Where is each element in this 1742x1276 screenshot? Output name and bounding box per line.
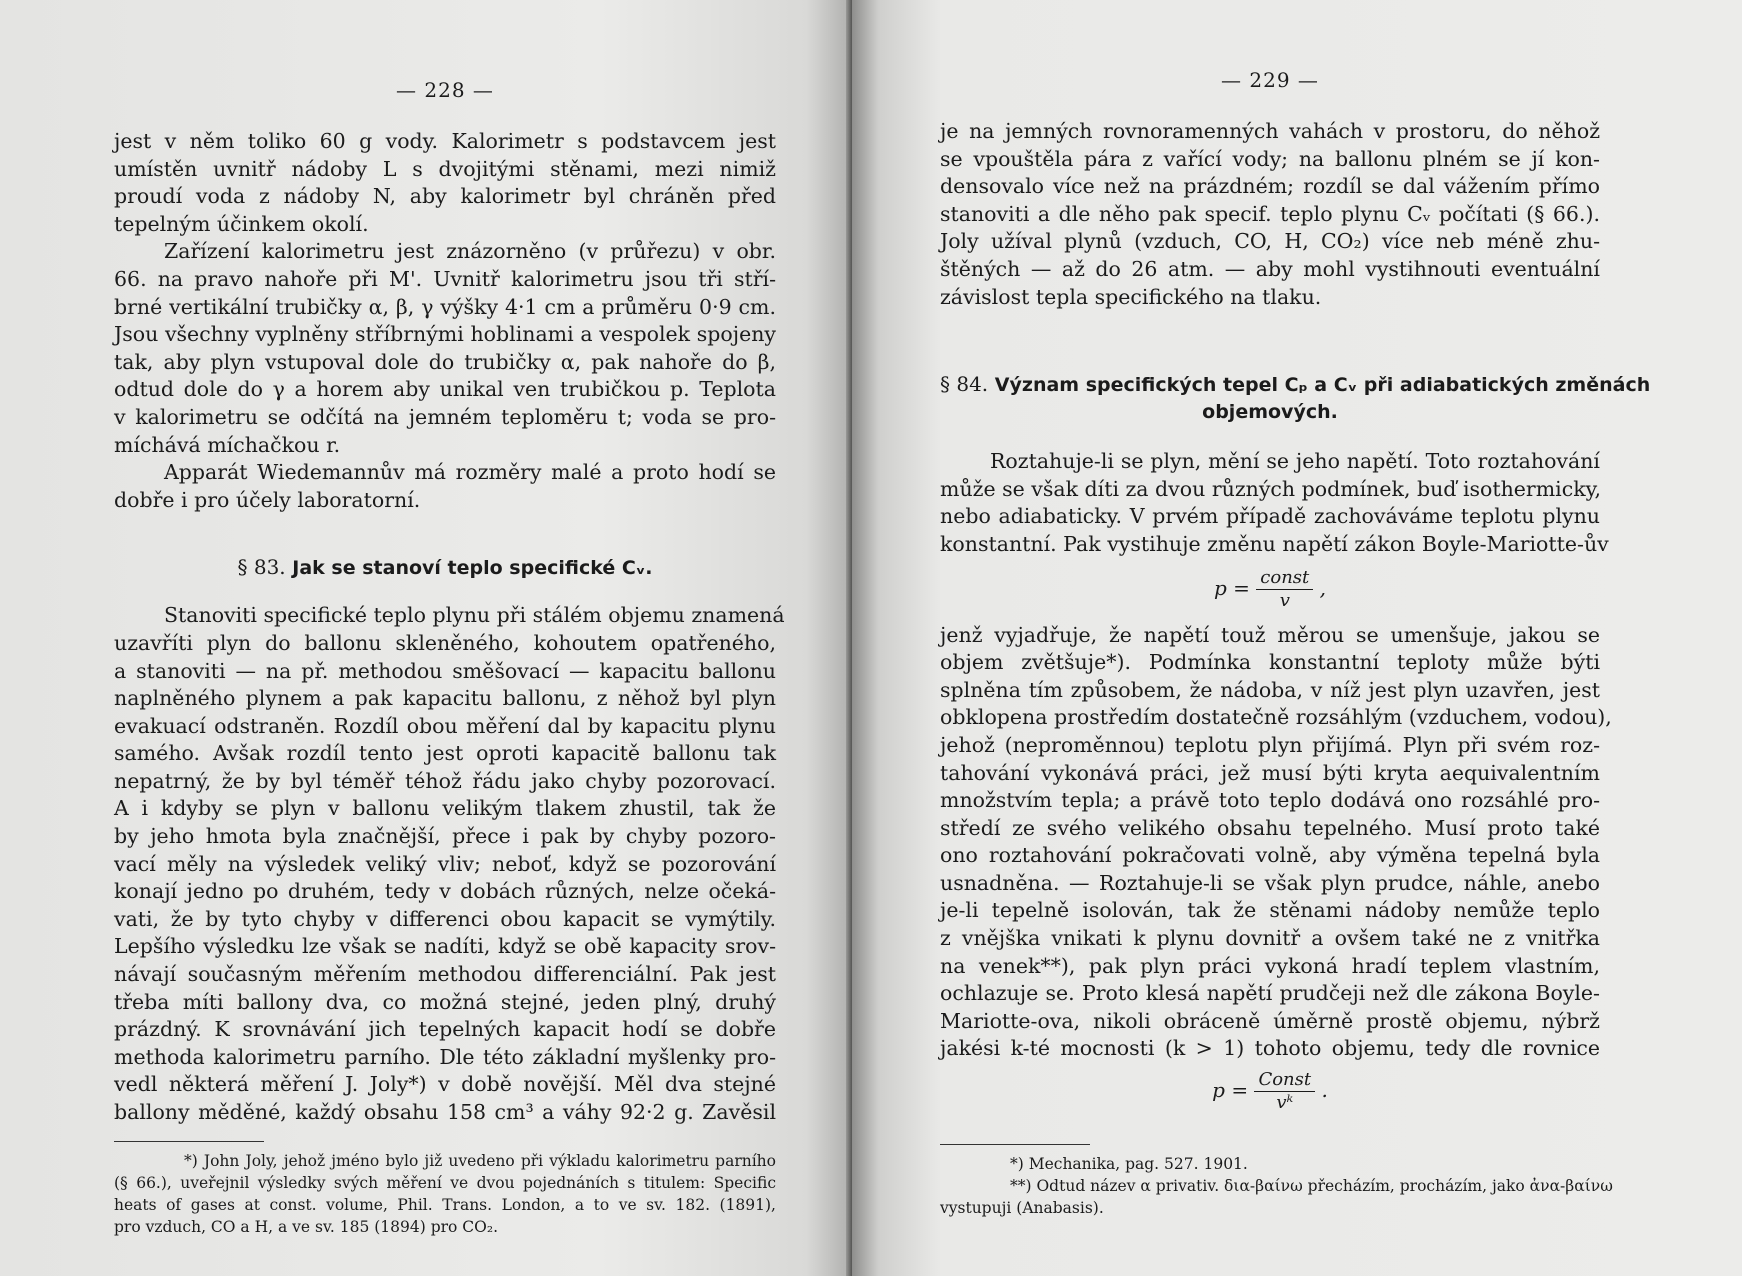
text-line: Apparát Wiedemannův má rozměry malé a proto hodí se bbox=[164, 460, 776, 485]
right-paragraph-1 bbox=[940, 118, 1600, 311]
text-line: densovalo více než na prázdném; rozdíl se dal vážením přímo bbox=[940, 174, 1600, 199]
left-paragraph-2 bbox=[114, 238, 776, 459]
text-line: nebo adiabaticky. V prvém případě zachováváme teplotu plynu bbox=[940, 504, 1600, 529]
formula-fraction bbox=[1254, 1069, 1315, 1114]
text-line: dobře i pro účely laboratorní. bbox=[114, 487, 421, 512]
text-line: samého. Avšak rozdíl tento jest oproti kapacitě ballonu tak bbox=[114, 741, 776, 766]
formula-punctuation: , bbox=[1319, 575, 1326, 600]
left-paragraph-4 bbox=[114, 602, 785, 1126]
text-line: tahování vykonává práci, jež musí býti kryta aequivalentním bbox=[940, 760, 1600, 785]
formula-punctuation: . bbox=[1321, 1078, 1328, 1103]
section-number: § 84. bbox=[940, 372, 989, 397]
text-line: nepatrný, že by byl téměř téhož řádu jako chyby pozorovací. bbox=[114, 768, 776, 793]
text-line: jakési k-té mocnosti (k > 1) tohoto objemu, tedy dle rovnice bbox=[940, 1036, 1600, 1061]
footnote-line: *) John Joly, jehož jméno bylo již uvedeno při výkladu kalorimetru parního bbox=[184, 1151, 776, 1170]
footnote-rule bbox=[114, 1141, 264, 1142]
text-line: může se však díti za dvou různých podmínek, buď isothermicky, bbox=[940, 476, 1602, 501]
footnote-line: *) Mechanika, pag. 527. 1901. bbox=[1010, 1155, 1248, 1174]
text-line: umístěn uvnitř nádoby L s dvojitými stěnami, mezi nimiž bbox=[114, 156, 776, 181]
text-line: Zařízení kalorimetru jest znázorněno (v průřezu) v obr. bbox=[164, 239, 776, 264]
right-text-column bbox=[940, 68, 1651, 1219]
left-paragraph-3 bbox=[114, 459, 776, 514]
section-number: § 83. bbox=[237, 555, 286, 580]
text-line: štěných — až do 26 atm. — aby mohl vystihnouti eventuální bbox=[940, 256, 1600, 281]
text-line: v kalorimetru se odčítá na jemném teploměru t; voda se pro- bbox=[114, 404, 776, 429]
text-line: a stanoviti — na př. methodou směšovací — kapacitu ballonu bbox=[114, 658, 776, 683]
formula-lhs: p = bbox=[1212, 1078, 1249, 1103]
section-title: Jak se stanoví teplo specifické Cᵥ. bbox=[292, 557, 653, 580]
left-paragraph-1 bbox=[114, 128, 776, 238]
text-line: evakuací odstraněn. Rozdíl obou měření dal by kapacitu plynu bbox=[114, 713, 776, 738]
text-line: jenž vyjadřuje, že napětí touž měrou se umenšuje, jakou se bbox=[940, 622, 1600, 647]
text-line: usnadněna. — Roztahuje-li se však plyn prudce, náhle, anebo bbox=[940, 870, 1600, 895]
text-line: třeba míti ballony dva, co možná stejné, jeden plný, druhý bbox=[114, 989, 776, 1014]
text-line: splněna tím způsobem, že nádoba, v níž jest plyn uzavřen, jest bbox=[940, 677, 1600, 702]
text-line: Lepšího výsledku lze však se nadíti, když se obě kapacity srov- bbox=[114, 934, 776, 959]
footnote-line: pro vzduch, CO a H, a ve sv. 185 (1894) pro CO₂. bbox=[114, 1217, 498, 1236]
text-line: by jeho hmota byla značnější, přece i pak by chyby pozoro- bbox=[114, 824, 776, 849]
text-line: je-li tepelně isolován, tak že stěnami nádoby nemůže teplo bbox=[940, 898, 1600, 923]
text-line: prázdný. K srovnávání jich tepelných kapacit hodí se dobře bbox=[114, 1017, 776, 1042]
text-line: Roztahuje-li se plyn, mění se jeho napětí. Toto roztahování bbox=[990, 449, 1600, 474]
footnote-line: **) Odtud název α privativ. δια-βαίνω přecházím, procházím, jako ἀνα-βαίνω bbox=[1010, 1177, 1613, 1196]
left-page bbox=[0, 0, 858, 1276]
text-line: vací měly na výsledek veliký vliv; neboť, když se pozorování bbox=[114, 851, 776, 876]
text-line: ono roztahování pokračovati volně, aby výměna tepelná byla bbox=[940, 843, 1600, 868]
section-title: Význam specifických tepel Cₚ a Cᵥ při adiabatických změnách bbox=[994, 374, 1651, 397]
text-line: na venek**), pak plyn práci vykoná hradí teplem vlastním, bbox=[940, 953, 1600, 978]
text-line: tak, aby plyn vstupoval dole do trubičky α, pak nahoře do β, bbox=[114, 349, 776, 374]
formula-numerator: Const bbox=[1254, 1069, 1315, 1092]
text-line: objem zvětšuje*). Podmínka konstantní teploty může býti bbox=[940, 650, 1600, 675]
formula-denominator: vᵏ bbox=[1276, 1092, 1294, 1114]
footnote-line: (§ 66.), uveřejnil výsledky svých měření ve dvou pojednáních s titulem: Specific bbox=[114, 1173, 776, 1192]
formula-fraction bbox=[1256, 567, 1313, 612]
text-line: 66. na pravo nahoře při M'. Uvnitř kalorimetru jsou tři stří- bbox=[114, 266, 776, 291]
text-line: stanoviti a dle něho pak specif. teplo plynu Cᵥ počítati (§ 66.). bbox=[940, 201, 1600, 226]
text-line: Mariotte-ova, nikoli obráceně úměrně prostě objemu, nýbrž bbox=[940, 1008, 1600, 1033]
text-line: obklopena prostředím dostatečně rozsáhlým (vzduchem, vodou), bbox=[940, 705, 1612, 730]
text-line: je na jemných rovnoramenných vahách v prostoru, do něhož bbox=[940, 119, 1600, 143]
text-line: jehož (neproměnnou) teplotu plyn přijímá. Plyn při svém roz- bbox=[940, 732, 1600, 757]
footnote-line: vystupuji (Anabasis). bbox=[940, 1199, 1104, 1218]
text-line: z vnějška vnikati k plynu dovnitř a ovšem také ne z vnitřka bbox=[940, 926, 1600, 951]
formula-lhs: p = bbox=[1214, 575, 1250, 600]
text-line: ballony měděné, každý obsahu 158 cm³ a váhy 92·2 g. Zavěsil bbox=[114, 1100, 776, 1124]
section-heading-83 bbox=[114, 554, 776, 582]
text-line: vati, že by tyto chyby v differenci obou kapacit se vymýtily. bbox=[114, 906, 776, 931]
footnote-rule bbox=[940, 1144, 1090, 1145]
text-line: brné vertikální trubičky α, β, γ výšky 4·1 cm a průměru 0·9 cm. bbox=[114, 294, 776, 319]
text-line: proudí voda z nádoby N, aby kalorimetr byl chráněn před bbox=[114, 184, 776, 209]
formula-adiabatic bbox=[940, 1069, 1600, 1114]
text-line: míchává míchačkou r. bbox=[114, 432, 341, 457]
right-paragraph-3 bbox=[940, 622, 1612, 1064]
text-line: Joly užíval plynů (vzduch, CO, H, CO₂) více neb méně zhu- bbox=[940, 229, 1600, 254]
text-line: konají jedno po druhém, tedy v dobách různých, nelze očeká- bbox=[114, 879, 776, 904]
text-line: uzavříti plyn do ballonu skleněného, kohoutem opatřeného, bbox=[114, 630, 776, 655]
right-paragraph-2 bbox=[940, 448, 1609, 558]
page-number-left: — 228 — bbox=[396, 78, 494, 102]
page-number-right: — 229 — bbox=[1221, 68, 1319, 92]
text-line: methoda kalorimetru parního. Dle této základní myšlenky pro- bbox=[114, 1044, 776, 1069]
text-line: středí ze svého velikého obsahu tepelného. Musí proto také bbox=[940, 815, 1600, 840]
formula-numerator: const bbox=[1256, 567, 1313, 590]
text-line: ochlazuje se. Proto klesá napětí prudčeji než dle zákona Boyle- bbox=[940, 981, 1600, 1006]
footnote-line: heats of gases at const. volume, Phil. Trans. London, a to ve sv. 182. (1891), bbox=[114, 1195, 776, 1214]
text-line: Stanoviti specifické teplo plynu při stálém objemu znamená bbox=[164, 603, 785, 628]
text-line: vedl některá měření J. Joly*) v době novější. Měl dva stejné bbox=[114, 1072, 776, 1097]
text-line: jest v něm toliko 60 g vody. Kalorimetr s podstavcem jest bbox=[114, 129, 776, 153]
right-footnotes bbox=[940, 1153, 1613, 1219]
section-heading-84 bbox=[940, 371, 1651, 399]
formula-denominator: v bbox=[1279, 589, 1290, 611]
text-line: množstvím tepla; a právě toto teplo dodává ono rozsáhlé pro- bbox=[940, 788, 1600, 813]
section-title-continued: objemových. bbox=[1202, 401, 1338, 424]
formula-boyle-mariotte bbox=[940, 567, 1600, 612]
text-line: návají současným měřením methodou differenciální. Pak jest bbox=[114, 962, 776, 987]
text-line: naplněného plynem a pak kapacitu ballonu, z něhož byl plyn bbox=[114, 686, 776, 711]
text-line: Jsou všechny vyplněny stříbrnými hoblinami a vespolek spojeny bbox=[114, 322, 776, 347]
text-line: tepelným účinkem okolí. bbox=[114, 211, 369, 236]
text-line: konstantní. Pak vystihuje změnu napětí zákon Boyle-Mariotte-ův bbox=[940, 531, 1609, 556]
text-line: odtud dole do γ a horem aby unikal ven trubičkou p. Teplota bbox=[114, 377, 776, 402]
left-footnote bbox=[114, 1150, 776, 1238]
text-line: A i kdyby se plyn v ballonu velikým tlakem zhustil, tak že bbox=[114, 796, 776, 821]
left-text-column bbox=[114, 78, 785, 1238]
text-line: závislost tepla specifického na tlaku. bbox=[940, 284, 1322, 309]
text-line: se vpouštěla pára z vařící vody; na ballonu plném se jí kon- bbox=[940, 146, 1600, 171]
